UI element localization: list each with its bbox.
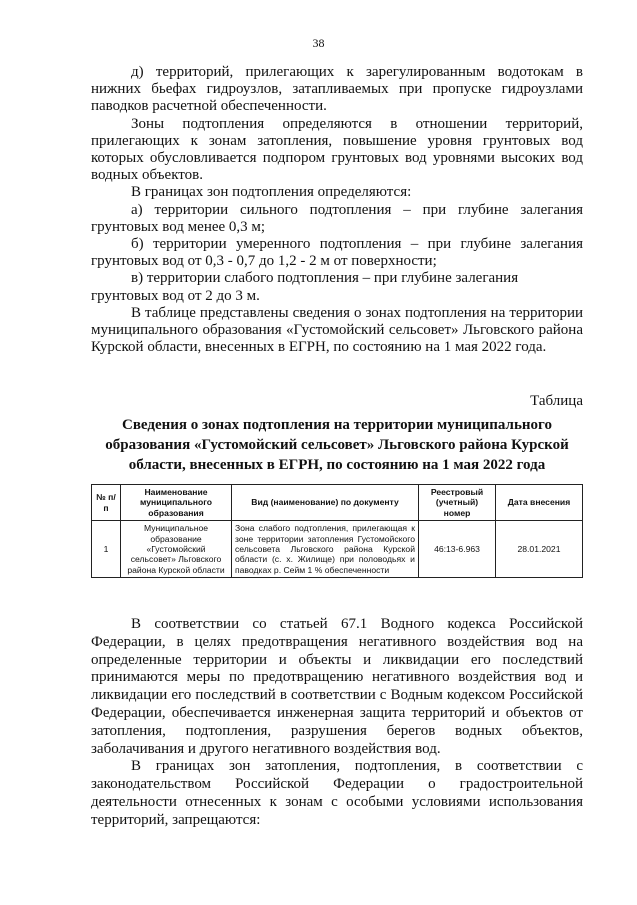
paragraph-article-67: В соответствии со статьей 67.1 Водного кодекса Российской Федерации, в целях предотвращения негативного воздействия вод на определенные территории и объекты и ликвидации его последствий принимаются меры по предотвращению негативного воздействия вод и ликвидации его последствий в соответствии с Водным кодексом Российской Федерации, обеспечивается инженерная защита территорий и объектов от затопления, подтопления, разрушения берегов водных объектов, заболачивания и другого негативного воздействия вод.	[91, 616, 583, 757]
cell-date: 28.01.2021	[496, 521, 583, 578]
paragraph-d: д) территорий, прилегающих к зарегулированным водотокам в нижних бьефах гидроузлов, затапливаемых при пропуске гидроузлами паводков расчетной обеспеченности.	[91, 64, 583, 115]
paragraph-borders: В границах зон подтопления определяются:	[131, 184, 412, 201]
page-number: 38	[312, 36, 325, 50]
paragraph-zones: Зоны подтопления определяются в отношении территорий, прилегающих к зонам затопления, повышение уровня грунтовых вод которых обусловливается подпором грунтовых вод уровнями высоких вод водных объектов.	[91, 115, 583, 184]
bottom-text	[91, 616, 583, 830]
table-row	[92, 521, 583, 578]
zones-table	[91, 484, 583, 578]
paragraph-a: а) территории сильного подтопления – при глубине залегания грунтовых вод менее 0,3 м;	[91, 201, 583, 235]
header-registry-number: Реестровый (учетный) номер	[419, 485, 496, 521]
table-header-row	[92, 485, 583, 521]
table-label: Таблица	[530, 393, 583, 409]
cell-number: 1	[92, 521, 121, 578]
cell-registry-number: 46:13-6.963	[419, 521, 496, 578]
cell-type: Зона слабого подтопления, прилегающая к зоне территории затопления Густомойского сельсовета Льговского района Курской области (с. х. Жилище) при половодьях и паводках р. Сейм 1 % обеспеченности	[232, 521, 419, 578]
paragraph-b: б) территории умеренного подтопления – при глубине залегания грунтовых вод от 0,3 - 0,7 до 1,2 - 2 м от поверхности;	[91, 236, 583, 270]
paragraph-v-line2: грунтовых вод от 2 до 3 м.	[91, 287, 260, 304]
paragraph-table-intro: В таблице представлены сведения о зонах подтопления на территории муниципального образования «Густомойский сельсовет» Льговского района Курской области, внесенных в ЕГРН, по состоянию на 1 мая 2022 года.	[91, 304, 583, 356]
header-municipality: Наименование муниципального образования	[121, 485, 232, 521]
header-type: Вид (наименование) по документу	[232, 485, 419, 521]
table-title: Сведения о зонах подтопления на территории муниципального образования «Густомойский сельсовет» Льговского района Курской области, внесенных в ЕГРН, по состоянию на 1 мая 2022 года	[105, 417, 569, 473]
header-number: № п/п	[92, 485, 121, 521]
cell-municipality: Муниципальное образование «Густомойский сельсовет» Льговского района Курской области	[121, 521, 232, 578]
top-text	[91, 64, 583, 356]
paragraph-prohibited: В границах зон затопления, подтопления, в соответствии с законодательством Российской Федерации о градостроительной деятельности отнесенных к зонам с особыми условиями использования территорий, запрещаются:	[91, 758, 583, 828]
paragraph-v-line1: в) территории слабого подтопления – при глубине залегания	[131, 270, 519, 287]
header-date: Дата внесения	[496, 485, 583, 521]
